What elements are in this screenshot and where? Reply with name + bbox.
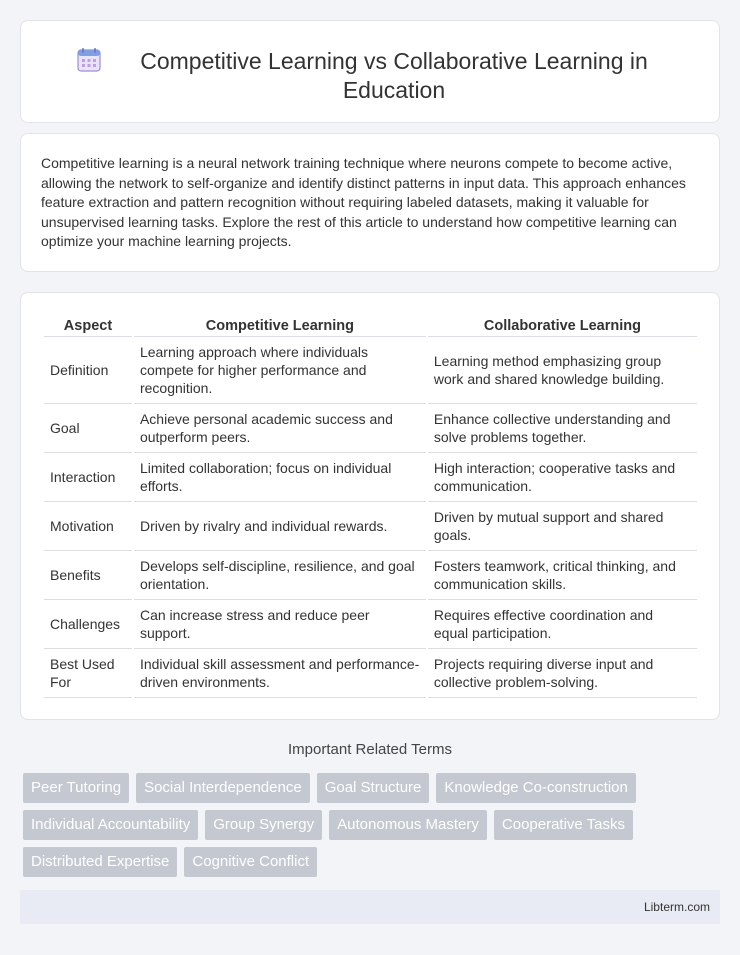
table-row	[44, 404, 697, 453]
row-collaborative: Requires effective coordination and equal participation.	[428, 600, 697, 649]
term-tag[interactable]: Knowledge Co-construction	[436, 773, 635, 803]
row-collaborative: Fosters teamwork, critical thinking, and communication skills.	[428, 551, 697, 600]
row-aspect: Benefits	[44, 551, 132, 600]
term-tag[interactable]: Distributed Expertise	[23, 847, 177, 877]
row-competitive: Achieve personal academic success and outperform peers.	[134, 404, 426, 453]
row-collaborative: Learning method emphasizing group work and shared knowledge building.	[428, 337, 697, 404]
row-aspect: Best Used For	[44, 649, 132, 698]
table-row	[44, 551, 697, 600]
related-terms-title: Important Related Terms	[288, 741, 452, 758]
footer-site-link[interactable]: Libterm.com	[643, 900, 710, 914]
row-aspect: Challenges	[44, 600, 132, 649]
row-aspect: Definition	[44, 337, 132, 404]
table-row	[44, 600, 697, 649]
row-aspect: Goal	[44, 404, 132, 453]
row-competitive: Individual skill assessment and performance-driven environments.	[134, 649, 426, 698]
related-terms-list	[23, 773, 723, 884]
term-tag[interactable]: Cooperative Tasks	[494, 810, 633, 840]
row-competitive: Driven by rivalry and individual rewards.	[134, 502, 426, 551]
header-collaborative: Collaborative Learning	[428, 314, 697, 337]
row-collaborative: Driven by mutual support and shared goals.	[428, 502, 697, 551]
comparison-table	[42, 314, 699, 698]
row-competitive: Limited collaboration; focus on individual efforts.	[134, 453, 426, 502]
row-collaborative: High interaction; cooperative tasks and communication.	[428, 453, 697, 502]
header-competitive: Competitive Learning	[134, 314, 426, 337]
term-tag[interactable]: Goal Structure	[317, 773, 430, 803]
intro-card	[20, 133, 720, 272]
title-card	[20, 20, 720, 123]
row-competitive: Learning approach where individuals compete for higher performance and recognition.	[134, 337, 426, 404]
term-tag[interactable]: Social Interdependence	[136, 773, 310, 803]
row-competitive: Can increase stress and reduce peer support.	[134, 600, 426, 649]
row-aspect: Motivation	[44, 502, 132, 551]
table-row	[44, 502, 697, 551]
term-tag[interactable]: Autonomous Mastery	[329, 810, 487, 840]
table-row	[44, 337, 697, 404]
page-title: Competitive Learning vs Collaborative Learning in Education	[140, 48, 648, 103]
calendar-icon	[76, 47, 102, 73]
table-header-row	[44, 314, 697, 337]
row-collaborative: Enhance collective understanding and solve problems together.	[428, 404, 697, 453]
footer	[20, 890, 720, 924]
term-tag[interactable]: Individual Accountability	[23, 810, 198, 840]
term-tag[interactable]: Group Synergy	[205, 810, 322, 840]
table-row	[44, 453, 697, 502]
comparison-card	[20, 292, 720, 720]
intro-paragraph: Competitive learning is a neural network training technique where neurons compete to become active, allowing the network to self-organize and identify distinct patterns in input data. This approach enhances feature extraction and pattern recognition without requiring labeled datasets, making it valuable for unsupervised learning tasks. Explore the rest of this article to understand how competitive learning can optimize your machine learning projects.	[41, 155, 686, 249]
term-tag[interactable]: Peer Tutoring	[23, 773, 129, 803]
header-aspect: Aspect	[44, 314, 132, 337]
term-tag[interactable]: Cognitive Conflict	[184, 847, 317, 877]
row-collaborative: Projects requiring diverse input and collective problem-solving.	[428, 649, 697, 698]
row-aspect: Interaction	[44, 453, 132, 502]
row-competitive: Develops self-discipline, resilience, and goal orientation.	[134, 551, 426, 600]
table-row	[44, 649, 697, 698]
